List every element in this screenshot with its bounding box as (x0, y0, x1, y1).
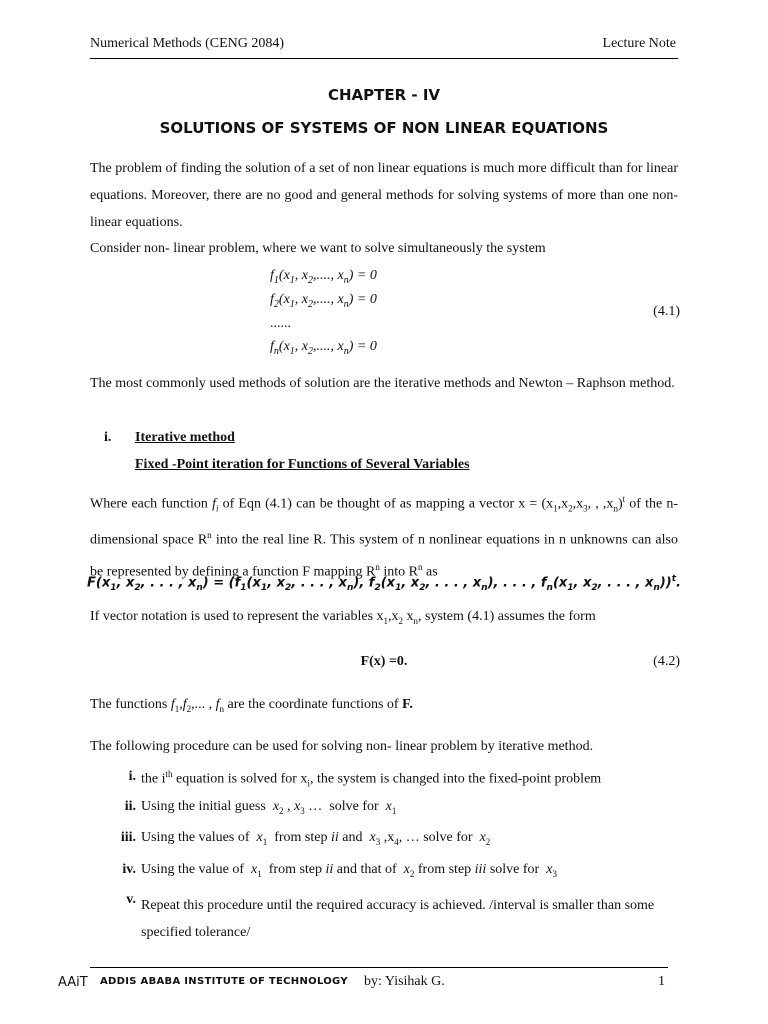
coordinate-functions-line: The functions $f_1,f_2$,... , $f_n$ are the coordinate functions of F. (90, 697, 413, 714)
footer-author: by: Yisihak G. (364, 974, 445, 989)
procedure-intro: The following procedure can be used for solving non- linear problem by iterative method. (90, 739, 594, 754)
equation-fn: $f_n(x_1$, $x_2$,...., $x_n) = 0$ (270, 339, 377, 357)
step-3-text: Using the values of $x_1$ from step ii and $x_3$ $,x_4$, … solve for $x_2$ (141, 830, 491, 847)
section-subheading: Fixed -Point iteration for Functions of Several Variables (135, 457, 470, 472)
equation-f1-text: $f_1(x_1$, $x_2$,...., $x_n) = 0$ (270, 268, 377, 286)
intro-paragraph: The problem of finding the solution of a set of non linear equations is much more difficult than for linear equations. Moreover, there are no good and general methods for solving systems of more than one non- linear equations. (90, 161, 678, 230)
equation-number-4-1: (4.1) (653, 304, 680, 319)
consider-line: Consider non- linear problem, where we want to solve simultaneously the system (90, 241, 546, 256)
step-2-label: ii. (124, 799, 136, 814)
page-number: 1 (658, 974, 665, 989)
vector-notation-line: If vector notation is used to represent the variables $x_1,x_2$ $x_n$, system (4.1) assumes the form (90, 609, 596, 626)
footer-institute: ADDIS ABABA INSTITUTE OF TECHNOLOGY (100, 976, 348, 987)
F-definition: $F(x_1$, $x_2$, . . . , $x_n) = (f_1(x_1$, $x_2$, . . . , $x_n$), $f_2(x_1$, $x_2$, . . . , $x_n$), . . . , $f_n(x_1$, $x_2$, . . . , $x_n))^t$. (87, 574, 681, 593)
header-rule (90, 58, 678, 59)
step-5-label: v. (126, 892, 136, 907)
common-methods-paragraph: The most commonly used methods of solution are the iterative methods and Newton – Raphson method. (90, 376, 675, 391)
equation-f2: $f_2(x_1$, $x_2$,...., $x_n) = 0$ (270, 292, 377, 310)
Fx-equation: F(x) =0. (360, 654, 408, 669)
footer-rule (90, 967, 668, 968)
chapter-heading: CHAPTER - IV (327, 86, 441, 104)
step-1-text: the $i^{th}$ equation is solved for $x_i$, the system is changed into the fixed-point problem (141, 769, 602, 789)
footer-logo: AAiT (58, 975, 88, 990)
equation-number-4-2: (4.2) (653, 654, 680, 669)
header-doc-type: Lecture Note (602, 36, 676, 51)
section-number: i. (104, 430, 112, 445)
section-heading: Iterative method (135, 430, 235, 445)
step-4-label: iv. (122, 862, 136, 877)
equation-dots: ...... (270, 316, 291, 331)
equation-f1 (270, 268, 377, 286)
step-1-label: i. (128, 769, 136, 784)
step-3-label: iii. (120, 830, 136, 845)
chapter-title: SOLUTIONS OF SYSTEMS OF NON LINEAR EQUATIONS (159, 119, 609, 137)
step-5-text: Repeat this procedure until the required accuracy is achieved. /interval is smaller than some specified tolerance/ (141, 898, 655, 940)
mapping-paragraph: Where each function $f_i$ of Eqn (4.1) can be thought of as mapping a vector $x = (x_1,x_2,x_3$, , $,x_n)^t$ of the n-dimensional space $R^n$ into the real line R. This system of n nonlinear equations in n unknowns can also be represented by defining a function F mapping $R^n$ into $R^n$ as (90, 494, 679, 580)
step-4-text: Using the value of $x_1$ from step ii and that of $x_2$ from step iii solve for $x_3$ (141, 862, 557, 879)
header-course: Numerical Methods (CENG 2084) (90, 36, 285, 51)
step-2-text: Using the initial guess $x_2$ , $x_3$ … solve for $x_1$ (141, 799, 397, 816)
